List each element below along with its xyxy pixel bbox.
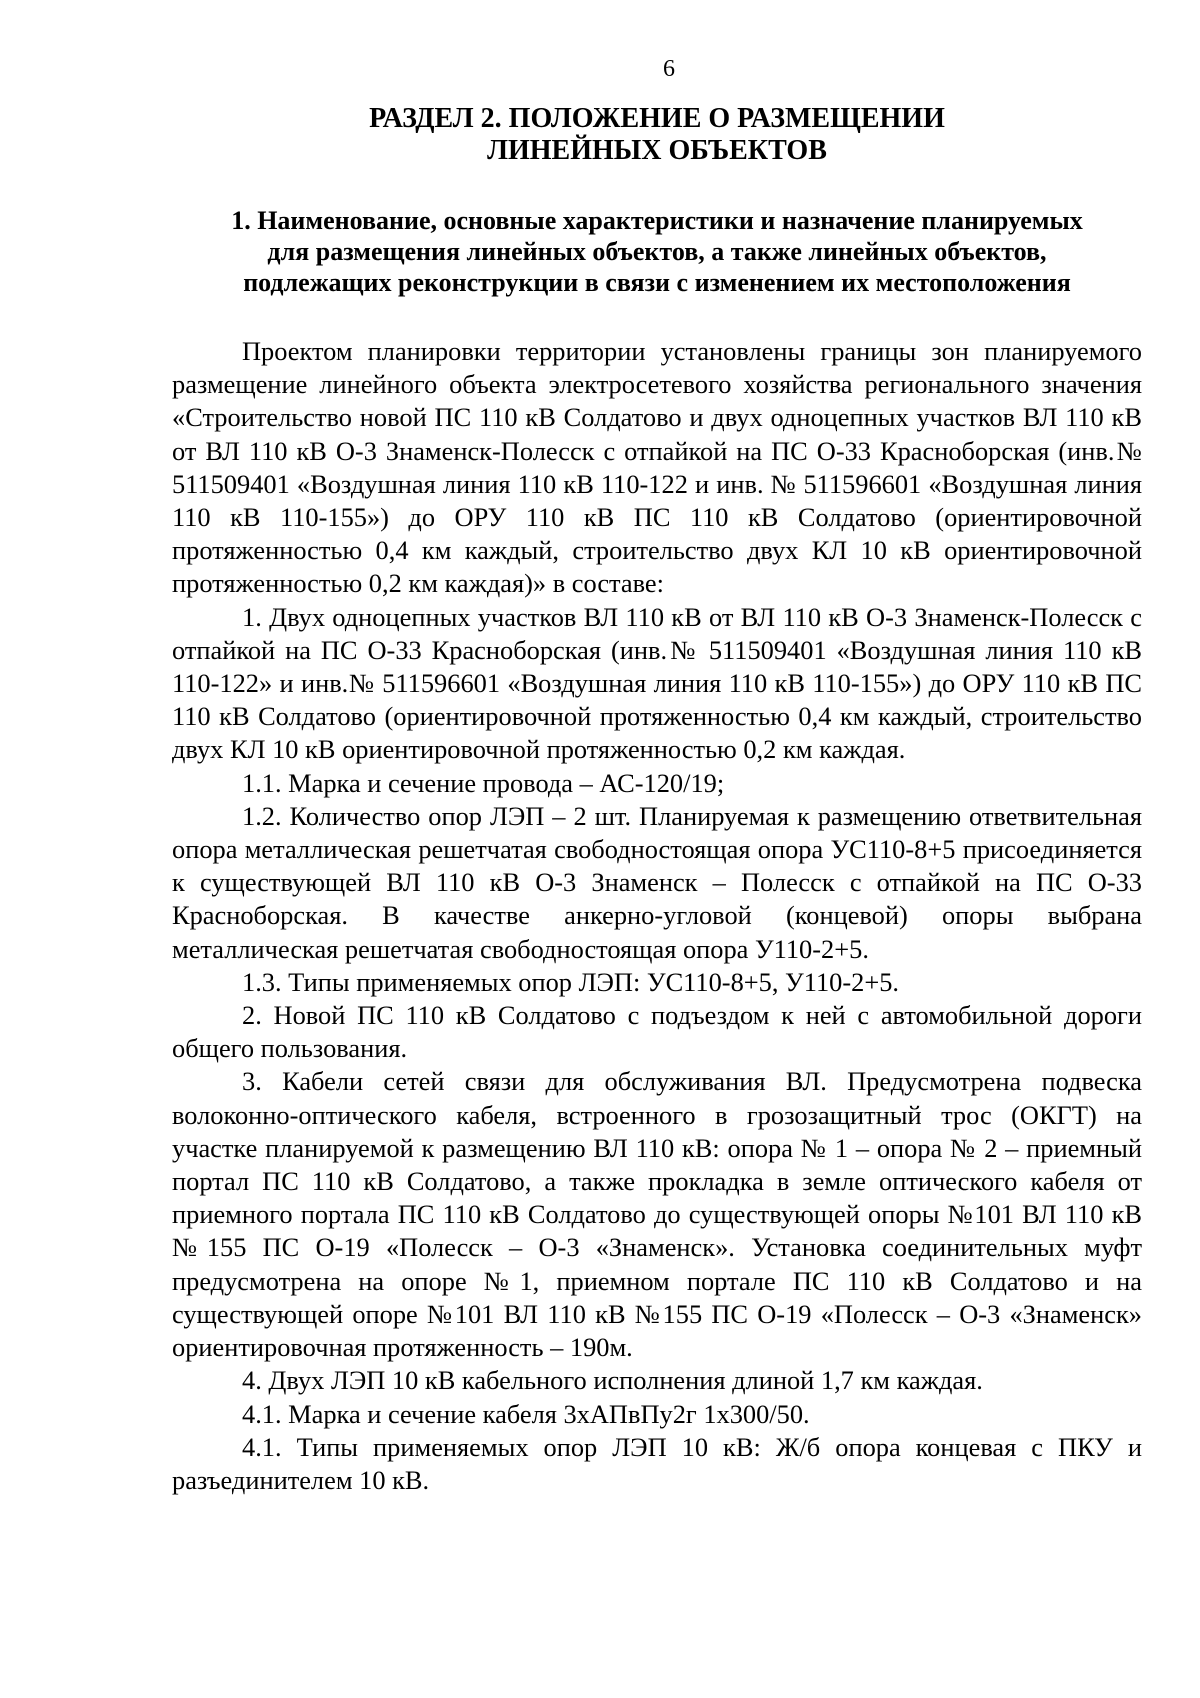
subsection-title-line: подлежащих реконструкции в связи с изменением их местоположения: [243, 268, 1071, 297]
subsection-title-line: для размещения линейных объектов, а также линейных объектов,: [267, 237, 1047, 266]
paragraph-item-4: 4. Двух ЛЭП 10 кВ кабельного исполнения длиной 1,7 км каждая.: [242, 1365, 983, 1396]
document-page: [172, 55, 1142, 1497]
paragraph-item-1: 1. Двух одноцепных участков ВЛ 110 кВ от ВЛ 110 кВ О-3 Знаменск-Полесск с отпайкой на ПС О-33 Красноборская (инв.№ 511509401 «Воздушная линия 110 кВ 110-122» и инв.№ 511596601 «Воздушная линия 110 кВ 110-155») до ОРУ 110 кВ ПС 110 кВ Солдатово (ориентировочной протяженностью 0,4 км каждый, строительство двух КЛ 10 кВ ориентировочной протяженностью 0,2 км каждая.: [172, 601, 1142, 765]
paragraph-item-1-2: 1.2. Количество опор ЛЭП – 2 шт. Планируемая к размещению ответвительная опора металлическая решетчатая свободностоящая опора УС110-8+5 присоединяется к существующей ВЛ 110 кВ О-3 Знаменск – Полесск с отпайкой на ПС О-33 Красноборская. В качестве анкерно-угловой (концевой) опоры выбрана металлическая решетчатая свободностоящая опора У110-2+5.: [172, 800, 1142, 964]
subsection-title: [172, 205, 1142, 298]
paragraph-item-1-3: 1.3. Типы применяемых опор ЛЭП: УС110-8+5, У110-2+5.: [242, 966, 899, 997]
paragraph-item-4-1-supports: 4.1. Типы применяемых опор ЛЭП 10 кВ: Ж/б опора концевая с ПКУ и разъединителем 10 кВ.: [172, 1431, 1142, 1495]
section-title-line: РАЗДЕЛ 2. ПОЛОЖЕНИЕ О РАЗМЕЩЕНИИ: [369, 103, 945, 134]
section-title-line: ЛИНЕЙНЫХ ОБЪЕКТОВ: [487, 135, 827, 166]
body-text: [172, 335, 1142, 1497]
paragraph-item-1-1: 1.1. Марка и сечение провода – АС-120/19;: [242, 767, 725, 798]
paragraph-item-4-1-cable: 4.1. Марка и сечение кабеля 3хАПвПу2г 1х300/50.: [242, 1398, 810, 1429]
page-number: 6: [663, 56, 675, 82]
paragraph-item-2: 2. Новой ПС 110 кВ Солдатово с подъездом к ней с автомобильной дороги общего пользования.: [172, 1000, 1142, 1064]
paragraph-intro: Проектом планировки территории установлены границы зон планируемого размещение линейного объекта электросетевого хозяйства регионального значения «Строительство новой ПС 110 кВ Солдатово и двух одноцепных участков ВЛ 110 кВ от ВЛ 110 кВ О-3 Знаменск-Полесск с отпайкой на ПС О-33 Красноборская (инв.№ 511509401 «Воздушная линия 110 кВ 110-122 и инв. № 511596601 «Воздушная линия 110 кВ 110-155») до ОРУ 110 кВ ПС 110 кВ Солдатово (ориентировочной протяженностью 0,4 км каждый, строительство двух КЛ 10 кВ ориентировочной протяженностью 0,2 км каждая)» в составе:: [172, 336, 1142, 599]
section-title: [172, 103, 1142, 167]
subsection-title-line: 1. Наименование, основные характеристики и назначение планируемых: [231, 206, 1083, 235]
paragraph-item-3: 3. Кабели сетей связи для обслуживания ВЛ. Предусмотрена подвеска волоконно-оптического кабеля, встроенного в грозозащитный трос (ОКГТ) на участке планируемой к размещению ВЛ 110 кВ: опора № 1 – опора № 2 – приемный портал ПС 110 кВ Солдатово, а также прокладка в земле оптического кабеля от приемного портала ПС 110 кВ Солдатово до существующей опоры №101 ВЛ 110 кВ №155 ПС О-19 «Полесск – О-3 «Знаменск». Установка соединительных муфт предусмотрена на опоре №1, приемном портале ПС 110 кВ Солдатово и на существующей опоре №101 ВЛ 110 кВ №155 ПС О-19 «Полесск – О-3 «Знаменск» ориентировочная протяженность – 190м.: [172, 1066, 1142, 1363]
